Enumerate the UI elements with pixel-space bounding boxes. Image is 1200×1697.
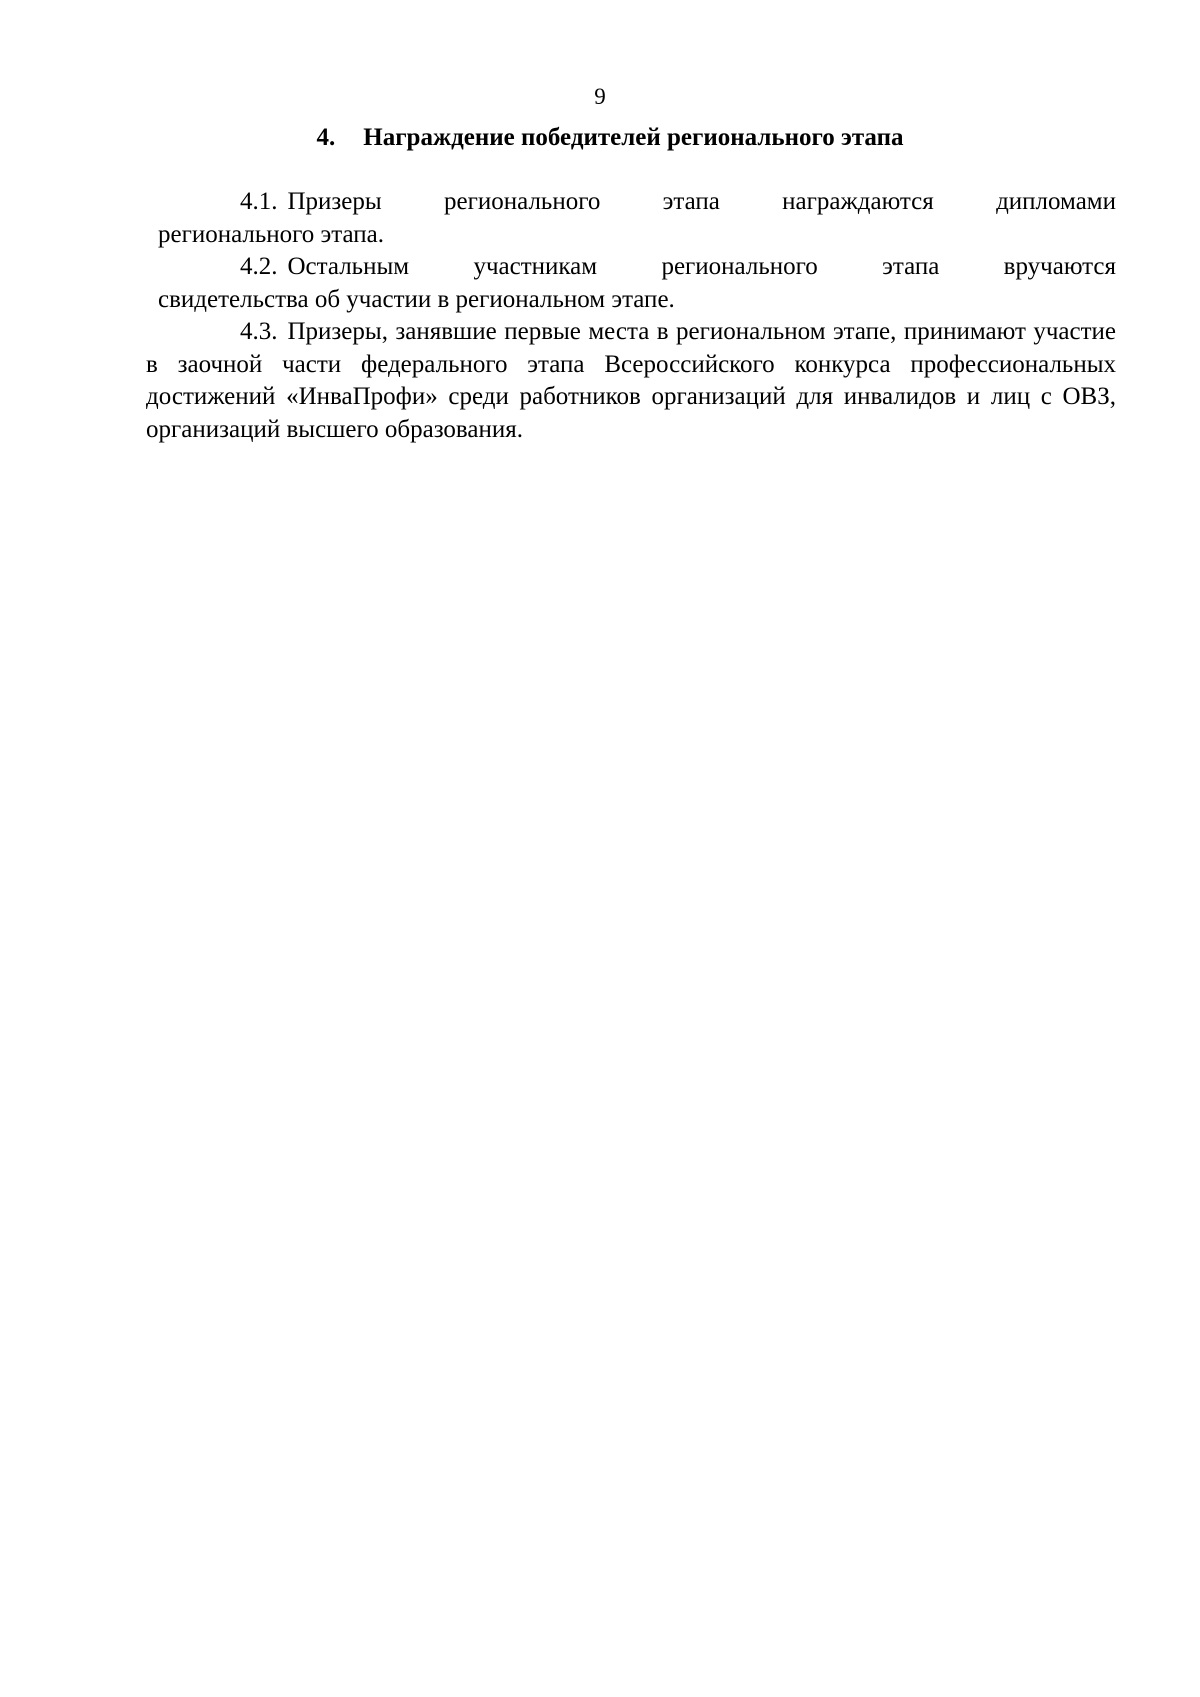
paragraph-word: Остальным	[287, 253, 410, 280]
paragraph-number: 4.2.	[240, 253, 278, 280]
section-title: Награждение победителей регионального этапа	[363, 124, 904, 151]
document-body	[146, 186, 1116, 446]
paragraph-4-3	[146, 316, 1116, 446]
paragraph-word: вручаются	[1003, 253, 1116, 280]
paragraph-word: этапа	[662, 188, 720, 215]
paragraph-word: награждаются	[782, 188, 934, 215]
page-number: 9	[594, 84, 606, 109]
paragraph-continuation: регионального этапа.	[158, 220, 385, 248]
paragraph-text: Призеры, занявшие первые места в региональном этапе, принимают участие в заочной части федерального этапа Всероссийского конкурса профессиональных достижений «ИнваПрофи» среди работников организаций для инвалидов и лиц с ОВЗ, организаций высшего образования.	[146, 318, 1116, 443]
paragraph-4-1	[158, 186, 1116, 251]
paragraph-word: Призеры	[287, 188, 382, 215]
paragraph-4-2	[158, 251, 1116, 316]
paragraph-word: этапа	[882, 253, 940, 280]
section-number: 4.	[316, 124, 336, 151]
paragraph-word: регионального	[661, 253, 818, 280]
paragraph-number: 4.1.	[240, 188, 278, 215]
paragraph-word: дипломами	[996, 188, 1116, 215]
paragraph-first-line	[158, 251, 1116, 284]
section-heading	[160, 122, 1060, 154]
paragraph-first-line	[158, 186, 1116, 219]
paragraph-word: регионального	[444, 188, 601, 215]
paragraph-continuation: свидетельства об участии в региональном этапе.	[158, 285, 675, 313]
paragraph-number: 4.3.	[240, 318, 278, 345]
paragraph-word: участникам	[473, 253, 598, 280]
